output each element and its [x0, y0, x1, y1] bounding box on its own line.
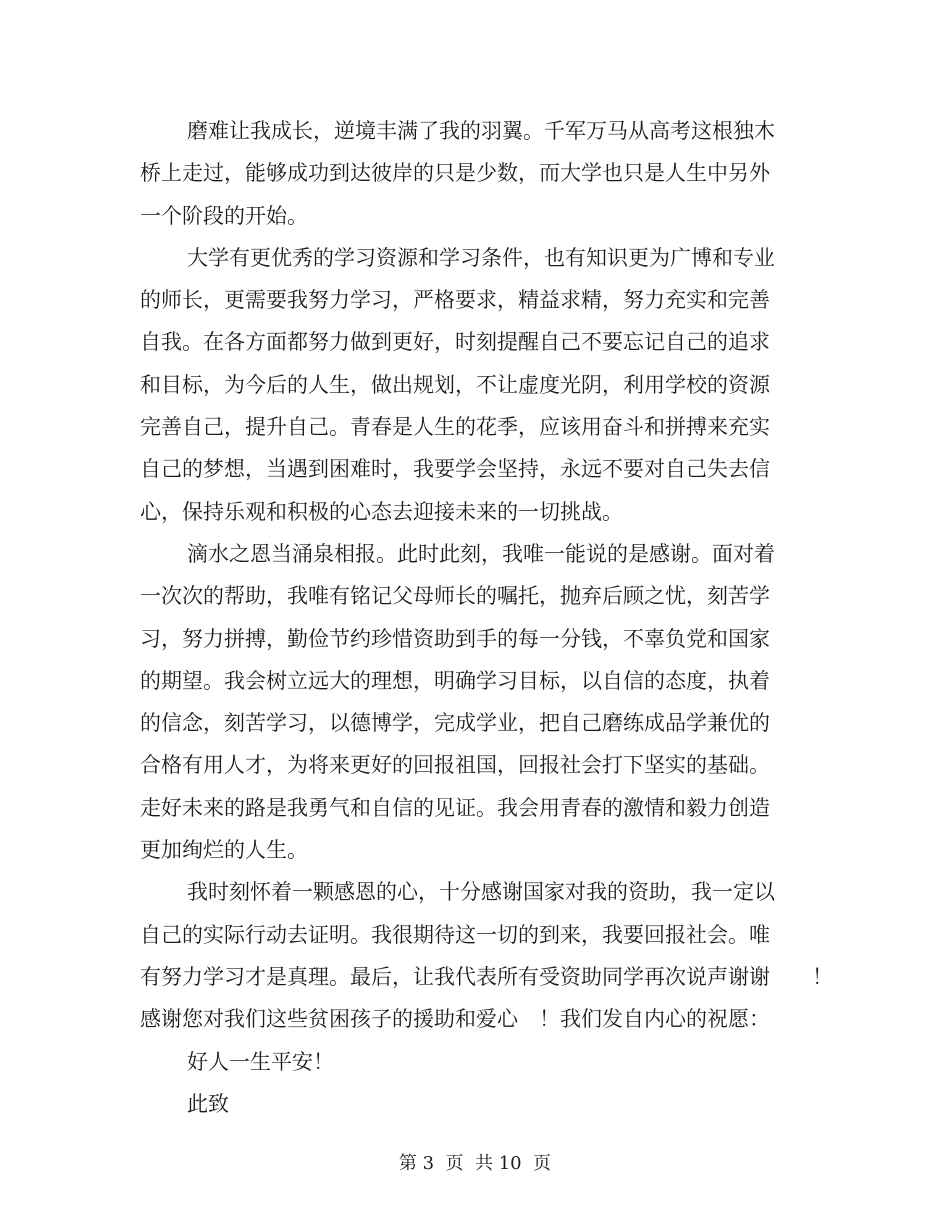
text-line: 有努力学习才是真理。最后，让我代表所有受资助同学再次说声谢谢 ！: [140, 964, 833, 989]
text-line: 走好未来的路是我勇气和自信的见证。我会用青春的激情和毅力创造: [140, 795, 770, 820]
text-line: 一个阶段的开始。: [140, 203, 308, 228]
text-line: 感谢您对我们这些贫困孩子的援助和爱心 ！我们发自内心的祝愿：: [140, 1007, 770, 1032]
text-line: 和目标，为今后的人生，做出规划，不让虚度光阴，利用学校的资源: [140, 372, 770, 397]
text-line: 好人一生平安！: [187, 1049, 334, 1074]
text-line: 心，保持乐观和积极的心态去迎接未来的一切挑战。: [140, 499, 623, 524]
text-line: 合格有用人才，为将来更好的回报祖国，回报社会打下坚实的基础。: [140, 753, 770, 778]
text-line: 自己的梦想，当遇到困难时，我要学会坚持，永远不要对自己失去信: [140, 457, 770, 482]
page-number-footer: 第 3 页 共 10 页: [398, 1153, 552, 1174]
text-line: 磨难让我成长，逆境丰满了我的羽翼。千军万马从高考这根独木: [187, 119, 775, 143]
text-line: 自己的实际行动去证明。我很期待这一切的到来，我要回报社会。唯: [140, 922, 770, 947]
text-line: 完善自己，提升自己。青春是人生的花季，应该用奋斗和拼搏来充实: [140, 415, 770, 440]
text-line: 自我。在各方面都努力做到更好，时刻提醒自己不要忘记自己的追求: [140, 330, 770, 355]
text-line: 大学有更优秀的学习资源和学习条件，也有知识更为广博和专业: [187, 245, 775, 270]
text-line: 我时刻怀着一颗感恩的心，十分感谢国家对我的资助，我一定以: [187, 880, 775, 905]
text-line: 滴水之恩当涌泉相报。此时此刻，我唯一能说的是感谢。面对着: [187, 541, 775, 566]
text-line: 的期望。我会树立远大的理想，明确学习目标，以自信的态度，执着: [140, 668, 770, 693]
text-line: 此致: [187, 1091, 229, 1116]
text-line: 更加绚烂的人生。: [140, 838, 308, 863]
text-line: 一次次的帮助，我唯有铭记父母师长的嘱托，抛弃后顾之忧，刻苦学: [140, 584, 770, 609]
text-line: 的师长，更需要我努力学习，严格要求，精益求精，努力充实和完善: [140, 288, 770, 313]
text-line: 桥上走过，能够成功到达彼岸的只是少数，而大学也只是人生中另外: [140, 161, 770, 186]
text-line: 习，努力拼搏，勤俭节约珍惜资助到手的每一分钱，不辜负党和国家: [140, 626, 770, 651]
text-line: 的信念，刻苦学习，以德博学，完成学业，把自己磨练成品学兼优的: [140, 711, 770, 736]
letter-body: [140, 110, 833, 1125]
